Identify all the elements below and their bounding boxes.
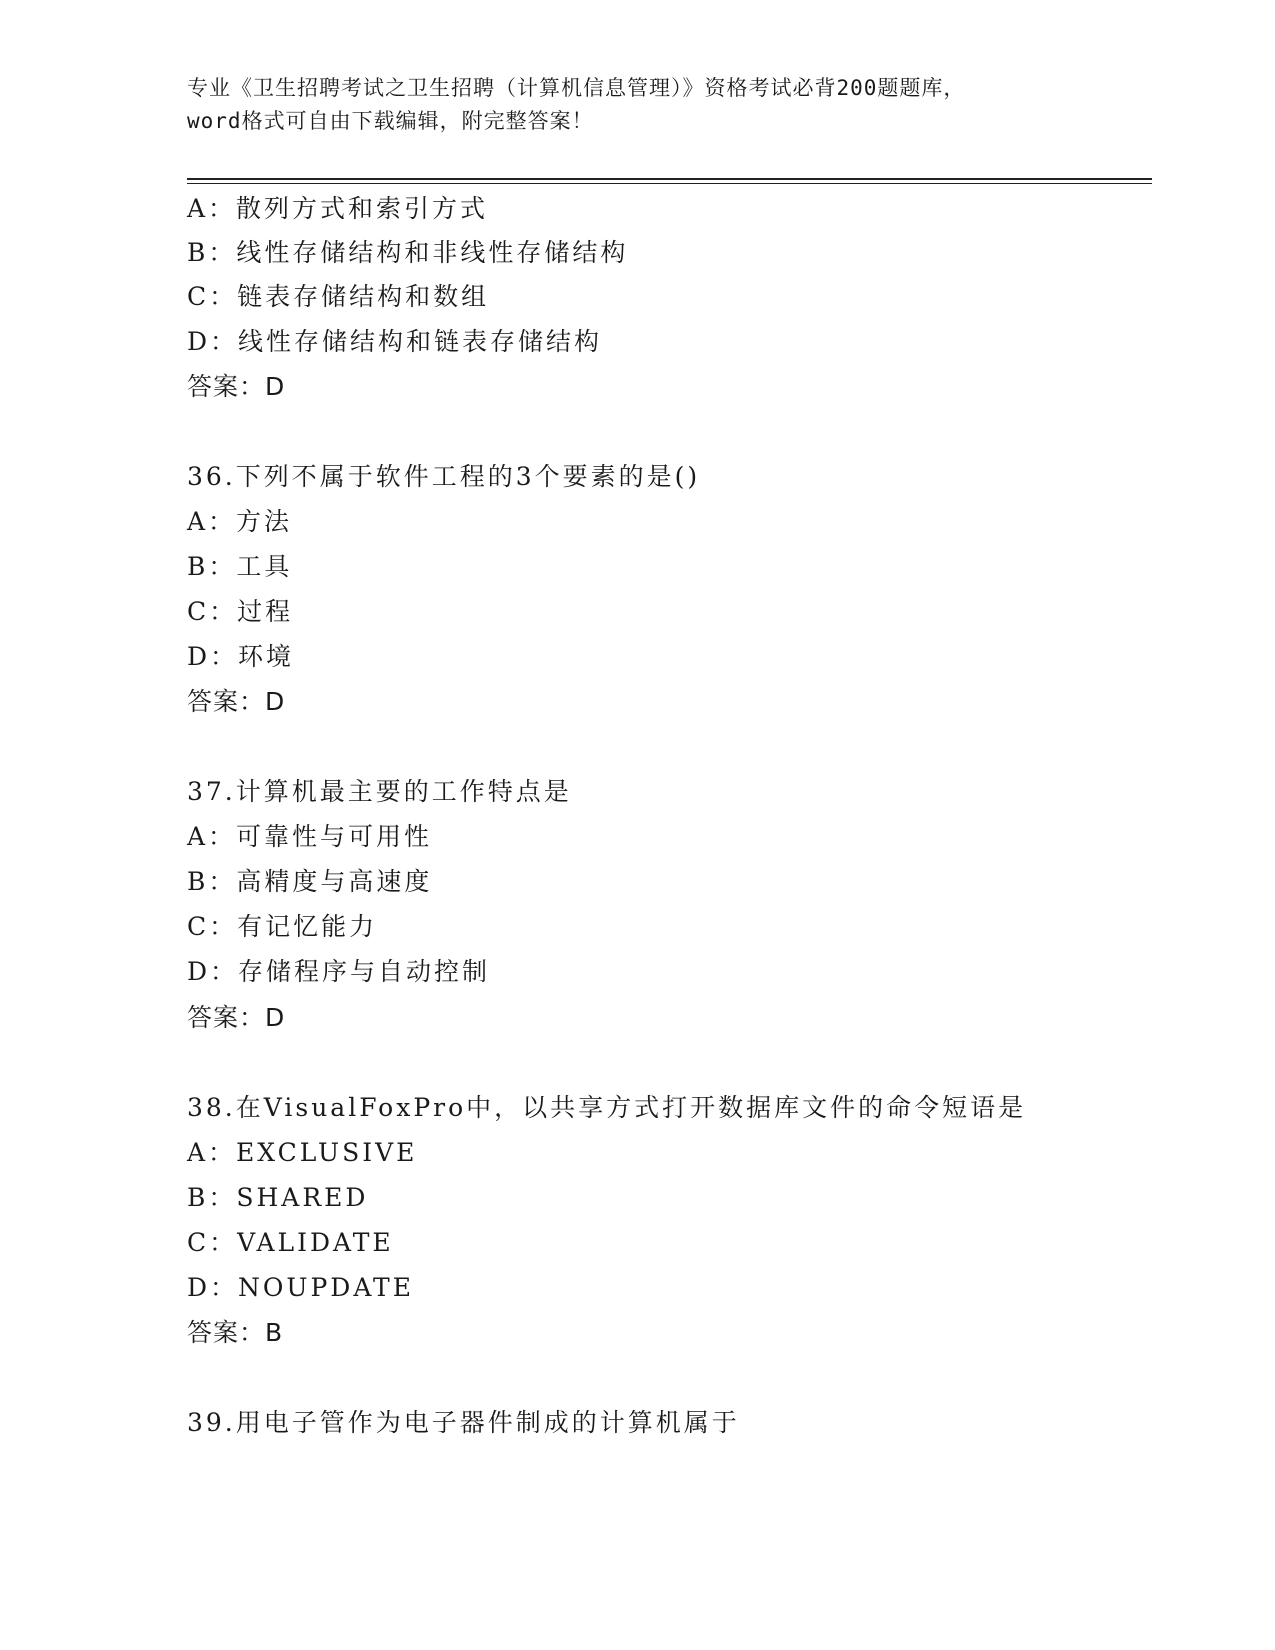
q37-option-b: B：高精度与高速度 [187, 867, 433, 896]
q38-question: 38.在VisualFoxPro中，以共享方式打开数据库文件的命令短语是 [187, 1093, 1027, 1122]
q39-question: 39.用电子管作为电子器件制成的计算机属于 [187, 1408, 740, 1437]
q36-option-c: C：过程 [187, 597, 294, 626]
q37-option-d: D：存储程序与自动控制 [187, 957, 491, 986]
q35-option-a: A：散列方式和索引方式 [187, 194, 489, 223]
q37-answer: 答案：D [187, 1003, 286, 1032]
q36-option-b: B：工具 [187, 552, 293, 581]
header-title-line-1: 专业《卫生招聘考试之卫生招聘（计算机信息管理）》资格考试必背200题题库， [187, 76, 966, 100]
q35-option-d: D：线性存储结构和链表存储结构 [187, 327, 603, 356]
document-header [187, 72, 1087, 138]
q38-option-d: D：NOUPDATE [187, 1273, 414, 1302]
q38-option-a: A：EXCLUSIVE [187, 1138, 418, 1167]
q38-option-b: B：SHARED [187, 1183, 369, 1212]
q37-option-a: A：可靠性与可用性 [187, 822, 433, 851]
header-title-line-2: word格式可自由下载编辑，附完整答案！ [187, 109, 594, 133]
q38-answer: 答案：B [187, 1318, 284, 1347]
q36-option-d: D：环境 [187, 642, 295, 671]
q36-option-a: A：方法 [187, 507, 293, 536]
q37-question: 37.计算机最主要的工作特点是 [187, 777, 572, 806]
q35-answer: 答案：D [187, 372, 286, 401]
q35-option-b: B：线性存储结构和非线性存储结构 [187, 238, 629, 267]
header-divider-thin [187, 183, 1152, 184]
q35-option-c: C：链表存储结构和数组 [187, 282, 490, 311]
q36-answer: 答案：D [187, 687, 286, 716]
header-divider [187, 178, 1152, 180]
q37-option-c: C：有记忆能力 [187, 912, 378, 941]
q38-option-c: C：VALIDATE [187, 1228, 394, 1257]
q36-question: 36.下列不属于软件工程的3个要素的是() [187, 462, 701, 491]
